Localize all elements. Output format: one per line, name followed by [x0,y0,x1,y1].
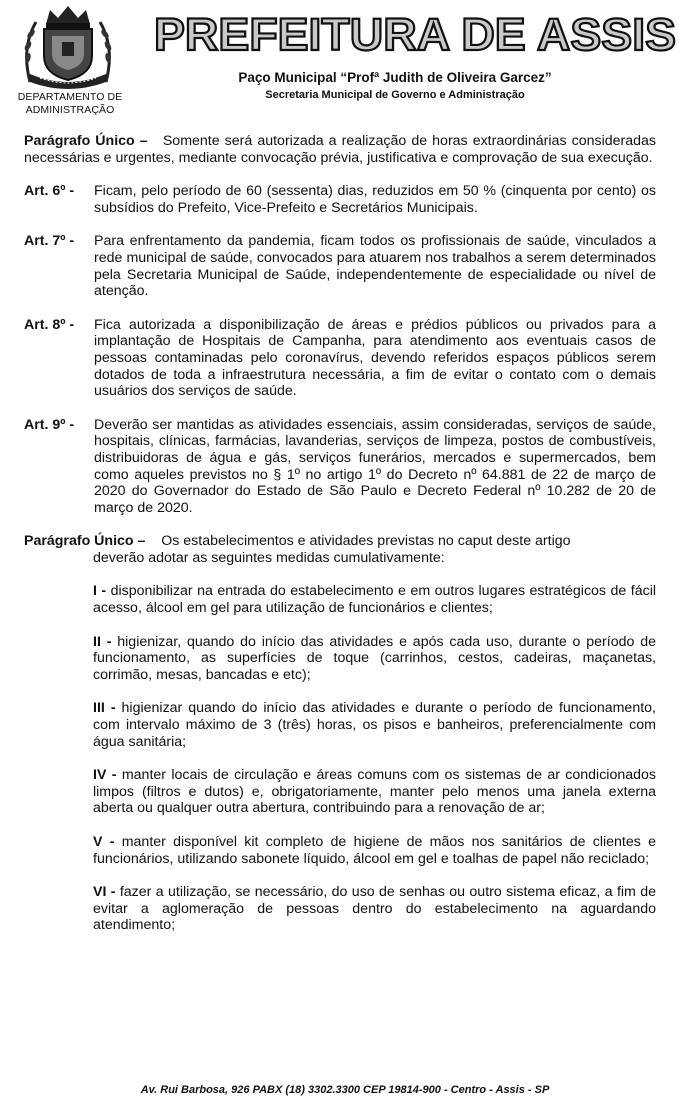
department-line-2: ADMINISTRAÇÃO [25,104,115,116]
article-6 [24,183,656,216]
paragraph-unico-2 [24,533,656,566]
item-text: fazer a utilização, se necessário, do uso de senhas ou outro sistema eficaz, a fim de evitar a aglomeração de pessoas dentro do estabelecimento na aguardando atendimento; [93,884,656,934]
footer-address: Av. Rui Barbosa, 926 PABX (18) 3302.3300 CEP 19814-900 - Centro - Assis - SP [140,1084,550,1096]
document-body [24,133,656,951]
paragraph-text-lead [153,133,158,149]
municipal-palace-subtitle: Paço Municipal “Profª Judith de Oliveira Garcez” [238,70,552,85]
paragraph-label: Parágrafo Único – [24,533,146,550]
item-text: higienizar, quando do início das atividades e após cada uso, durante o período de funcionamento, as superfícies de toque (carrinhos, cestos, cadeiras, maçanetas, corrimão, mesas, bancadas e etc); [93,633,656,683]
list-item [93,767,656,817]
coat-of-arms-icon [22,4,114,90]
paragraph-first-line [24,533,656,550]
article-9 [24,417,656,517]
list-item [93,834,656,867]
article-label: Art. 6º - [24,183,75,200]
article-text: Para enfrentamento da pandemia, ficam todos os profissionais de saúde, vinculados a rede municipal de saúde, convocados para atuarem nos trabalhos a serem determinados pela Secretaria Municipal de Saúde, independentemente de especialidade ou nível de atenção. [94,233,656,300]
list-item [93,884,656,934]
department-line-1: DEPARTAMENTO DE [17,91,123,103]
article-7 [24,233,656,299]
item-text: manter disponível kit completo de higiene de mãos nos sanitários de clientes e funcionários, utilizando sabonete líquido, álcool em gel e toalhas de papel não reciclado; [93,834,656,867]
list-item [93,583,656,616]
paragraph-text-continued: deverão adotar as seguintes medidas cumulativamente: [93,549,445,566]
paragraph-text: Os estabelecimentos e atividades previstas no caput deste artigo [161,533,571,550]
item-number: VI - [93,884,116,901]
item-number: V - [93,834,115,850]
list-item [93,634,656,684]
paragraph-unico-1 [24,133,656,166]
article-text: Fica autorizada a disponibilização de áreas e prédios públicos ou privados para a implantação de Hospitais de Campanha, para atendimento aos eventuais casos de pessoas contaminadas pelo coronavírus, devendo referidos espaços públicos serem dotados de toda a infraestrutura necessária, a fim de evitar o contato com o demais usuários dos serviços de saúde. [94,316,656,400]
article-text: Ficam, pelo período de 60 (sessenta) dias, reduzidos em 50 % (cinquenta por cento) os subsídios do Prefeito, Vice-Prefeito e Secretários Municipais. [94,183,656,216]
secretariat-subtitle: Secretaria Municipal de Governo e Administração [265,89,525,101]
paragraph-text-lead [149,533,157,549]
article-label: Art. 7º - [24,233,75,250]
item-text: disponibilizar na entrada do estabelecimento e em outros lugares estratégicos de fácil acesso, álcool em gel para utilização de funcionários e clientes; [93,583,657,617]
item-number: I - [93,583,107,600]
department-label [0,91,140,117]
list-item [93,700,656,750]
article-text: Deverão ser mantidas as atividades essenciais, assim consideradas, serviços de saúde, hospitais, clínicas, farmácias, lavanderias, serviços de limpeza, postos de combustíveis, distribuidoras de água e gás, serviços funerários, mercados e supermercados, bem como aqueles previstos no § 1º no artigo 1º do Decreto nº 64.881 de 22 de março de 2020 do Governador do Estado de São Paulo e Decreto Federal nº 10.282 de 20 de março de 2020. [94,416,656,516]
page-title-text: PREFEITURA DE ASSIS [154,10,676,60]
item-text: manter locais de circulação e áreas comuns com os sistemas de ar condicionados limpos (filtros e dutos) e, obrigatoriamente, manter pelo menos uma janela externa aberta ou qualquer outra abertura, contribuindo para a renovação de ar; [93,767,656,817]
paragraph-label: Parágrafo Único – [24,133,148,149]
item-number: III - [93,700,116,717]
item-text: higienizar quando do início das atividades e durante o período de funcionamento, com intervalo máximo de 3 (três) horas, os pisos e banheiros, preferencialmente com água sanitária; [93,700,656,750]
article-label: Art. 9º - [24,416,75,433]
article-8 [24,317,656,400]
item-number: II - [93,633,112,650]
letterhead [0,0,690,128]
item-number: IV - [93,767,117,784]
article-label: Art. 8º - [24,316,75,333]
page-title [150,10,680,60]
paragraph-text: Somente será autorizada a realização de horas extraordinárias consideradas necessárias e urgentes, mediante convocação prévia, justificativa e comprovação de sua execução. [24,133,656,166]
